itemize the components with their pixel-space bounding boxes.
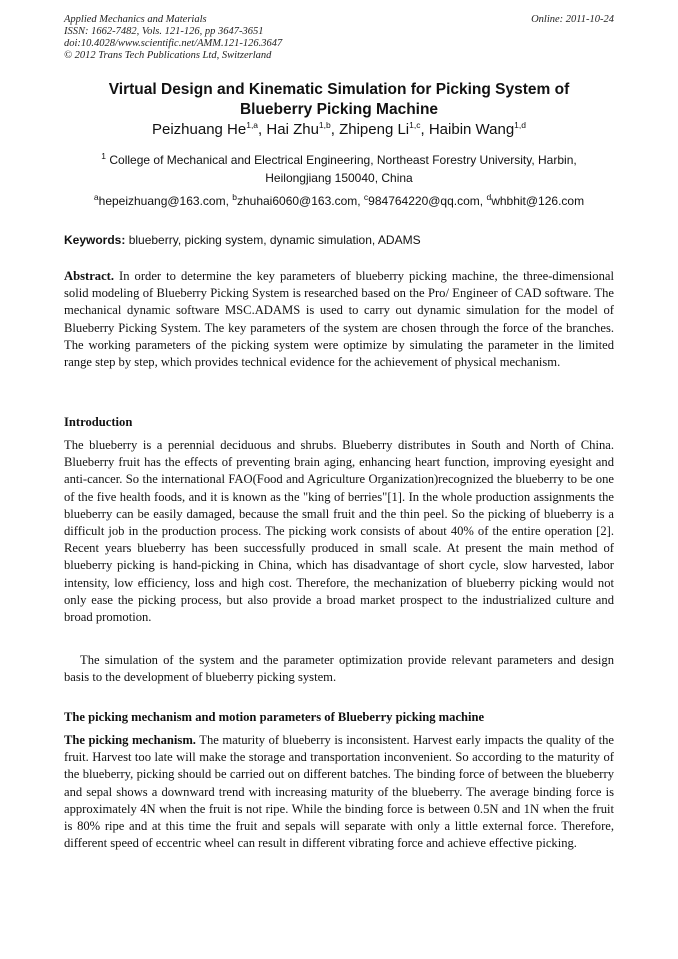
email-item (364, 194, 487, 208)
email-sup: c (363, 192, 369, 202)
affiliation-line-2: Heilongjiang 150040, China (265, 171, 413, 185)
abstract (64, 268, 614, 371)
affiliation (60, 151, 618, 187)
author-sup: 1,d (514, 120, 526, 130)
email-address[interactable]: 984764220@qq.com (368, 194, 480, 208)
introduction-heading: Introduction (64, 415, 133, 429)
email-address[interactable]: hepeizhuang@163.com (98, 194, 226, 208)
author-name: Hai Zhu (266, 121, 319, 138)
email-sup: b (232, 192, 237, 202)
author-name: Haibin Wang (428, 121, 515, 138)
issn-line: ISSN: 1662-7482, Vols. 121-126, pp 3647-3651 (64, 26, 264, 37)
mechanism-text: The maturity of blueberry is inconsistent. Harvest early impacts the quality of the fruit. Harvest too late will make the storage and transportation inconvenient. So according to the maturity of the blueberry, picking should be carried out on different batches. The binding force of between the blueberry and sepal shows a downward trend with increasing maturity of the blueberry. The average binding force is approximately 4N when the fruit is not ripe. While the binding force is between 0.5N and 1N when the fruit is 80% ripe and at this time the fruit and sepals will separate with only a little external force. Therefore, different speed of eccentric wheel can result in different vibrating force and achieve effective picking. (64, 733, 615, 851)
abstract-text: In order to determine the key parameters of blueberry picking machine, the three-dimensional solid modeling of Blueberry Picking System is researched based on the Pro/ Engineer of CAD software. The mechanical dynamic software MSC.ADAMS is used to carry out dynamic simulation for the model of Blueberry Picking System. The key parameters of the system are chosen through the force of the branches. The working parameters of the picking system were optimize by simulating the parameter in the limited range step by step, which provides technical evidence for the achievement of physical mechanism. (64, 269, 614, 370)
author-separator: , (258, 121, 267, 138)
title-line-1: Virtual Design and Kinematic Simulation for Picking System of (108, 81, 570, 98)
email-item (486, 194, 584, 208)
affiliation-text: College of Mechanical and Electrical Engineering, Northeast Forestry University, Harbin, (109, 153, 577, 167)
mechanism-section-heading: The picking mechanism and motion parameters of Blueberry picking machine (64, 710, 485, 724)
email-sup: d (486, 192, 492, 202)
email-separator: , (225, 194, 233, 208)
email-item (94, 194, 232, 208)
author (266, 121, 339, 138)
email-address[interactable]: whbhit@126.com (491, 194, 585, 208)
email-separator: , (479, 194, 487, 208)
keywords-text: blueberry, picking system, dynamic simulation, ADAMS (125, 233, 421, 247)
paper-title (60, 80, 618, 120)
email-sup: a (93, 192, 99, 202)
email-separator: , (357, 194, 364, 208)
copyright-line: © 2012 Trans Tech Publications Ltd, Switzerland (64, 50, 272, 61)
author (339, 121, 429, 138)
affiliation-line-1 (60, 151, 618, 169)
introduction-paragraph-1: The blueberry is a perennial deciduous and shrubs. Blueberry distributes in South and North of China. Blueberry fruit has the effects of preventing brain aging, enhancing heart function, improving eyesight and anti-cancer. So the international FAO(Food and Agriculture Organization)recognized the blueberry to be one of the five health foods, and it is known as the "king of berries"[1]. In the whole production assignments the blueberry can be easily damaged, because the small fruit and the thin peel. So the picking of blueberry is a difficult job in the production process. The picking work consists of about 40% of the entire operation [2]. Recent years blueberry has been successfully produced in small scale. At present the main method of blueberry picking is hand-picking in China, which has disadvantage of short cycle, slow harvested, labor intensity, low efficiency, loss and high cost. Therefore, the mechanization of blueberry picking would not only ease the picking process, but also provide a broad market prospect to the industrialized culture and broad promotion. (64, 438, 614, 625)
email-address[interactable]: zhuhai6060@163.com (236, 194, 358, 208)
email-item (232, 194, 364, 208)
mechanism-sublabel: The picking mechanism. (64, 733, 196, 747)
abstract-label: Abstract. (64, 269, 115, 283)
online-date: Online: 2011-10-24 (531, 14, 614, 25)
author-sup: 1,c (409, 120, 421, 130)
email-list (60, 193, 618, 209)
author-separator: , (330, 121, 340, 138)
author (152, 121, 266, 138)
journal-name: Applied Mechanics and Materials (64, 14, 207, 25)
author-separator: , (420, 121, 429, 138)
affiliation-sup: 1 (101, 151, 107, 161)
journal-header (64, 14, 614, 62)
title-line-2: Blueberry Picking Machine (239, 101, 439, 118)
keywords-label: Keywords: (64, 233, 126, 247)
author-name: Peizhuang He (151, 121, 247, 138)
doi-line: doi:10.4028/www.scientific.net/AMM.121-126.3647 (64, 38, 283, 49)
mechanism-paragraph (64, 732, 614, 852)
keywords (64, 232, 614, 248)
author-name: Zhipeng Li (339, 121, 410, 138)
author (429, 121, 526, 138)
author-list (60, 121, 618, 139)
introduction-paragraph-2: The simulation of the system and the parameter optimization provide relevant parameters and design basis to the development of blueberry picking system. (64, 653, 614, 685)
author-sup: 1,b (318, 120, 331, 130)
author-sup: 1,a (246, 120, 259, 130)
